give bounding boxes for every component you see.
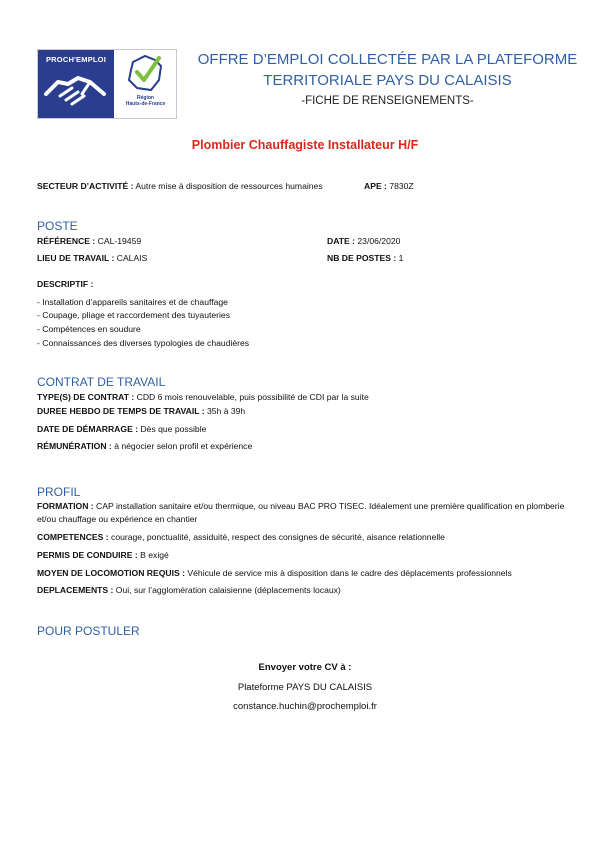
descriptif-item: - Connaissances des diverses typologies de chaudières	[37, 338, 250, 348]
deplacements-value: Oui, sur l’agglomération calaisienne (déplacements locaux)	[115, 585, 341, 595]
section-heading-postuler: POUR POSTULER	[37, 624, 140, 638]
competences-line	[37, 532, 445, 543]
section-heading-profil: PROFIL	[37, 485, 81, 499]
ape-label: APE :	[364, 181, 387, 191]
contract-type-value: CDD 6 mois renouvelable, puis possibilité de CDI par la suite	[136, 392, 369, 402]
reference-label: RÉFÉRENCE :	[37, 236, 96, 246]
duree-label: DUREE HEBDO DE TEMPS DE TRAVAIL :	[37, 406, 205, 416]
contact-email[interactable]: constance.huchin@prochemploi.fr	[233, 701, 377, 712]
formation-paragraph	[37, 500, 572, 526]
section-heading-poste: POSTE	[37, 219, 78, 233]
region-line2: Hauts-de-France	[125, 101, 166, 107]
region-label	[115, 95, 176, 107]
logo-brand-text: PROCH'EMPLOI	[45, 55, 107, 64]
region-line1: Région	[137, 95, 154, 101]
send-cv-label: Envoyer votre CV à :	[258, 662, 352, 673]
lieu-label: LIEU DE TRAVAIL :	[37, 253, 115, 263]
deplacements-line	[37, 585, 341, 596]
ape-value: 7830Z	[389, 181, 414, 191]
prochemploi-logo	[37, 49, 177, 119]
date-value: 23/06/2020	[357, 236, 401, 246]
section-heading-contrat: CONTRAT DE TRAVAIL	[37, 375, 166, 389]
locomotion-label: MOYEN DE LOCOMOTION REQUIS :	[37, 568, 186, 578]
header-line3: -FICHE DE RENSEIGNEMENTS-	[301, 95, 474, 107]
contract-type-line	[37, 392, 369, 403]
locomotion-line	[37, 568, 512, 579]
demarrage-line	[37, 424, 206, 435]
header-line2: TERRITORIALE PAYS DU CALAISIS	[263, 72, 512, 89]
lieu-value: CALAIS	[116, 253, 148, 263]
formation-value: CAP installation sanitaire et/ou thermique, ou niveau BAC PRO TISEC. Idéalement une première qualification en plomberie et/ou chauffage ou expérience en chantier	[37, 501, 565, 524]
descriptif-item: - Installation d’appareils sanitaires et de chauffage	[37, 297, 228, 307]
descriptif-item: - Compétences en soudure	[37, 324, 141, 334]
deplacements-label: DEPLACEMENTS :	[37, 585, 114, 595]
permis-label: PERMIS DE CONDUIRE :	[37, 550, 138, 560]
logo-brand-panel	[38, 50, 114, 118]
reference-line	[37, 236, 141, 247]
header-line1: OFFRE D’EMPLOI COLLECTÉE PAR LA PLATEFORME	[197, 51, 578, 68]
job-title: Plombier Chauffagiste Installateur H/F	[191, 138, 419, 152]
competences-value: courage, ponctualité, assiduité, respect des consignes de sécurité, aisance relationnelle	[111, 532, 445, 542]
locomotion-value: Véhicule de service mis à disposition dans le cadre des déplacements professionnels	[187, 568, 512, 578]
sector-value: Autre mise à disposition de ressources humaines	[135, 181, 323, 191]
postes-label: NB DE POSTES :	[327, 253, 397, 263]
contract-type-label: TYPE(S) DE CONTRAT :	[37, 392, 135, 402]
ape-line	[364, 181, 414, 192]
permis-line	[37, 550, 169, 561]
descriptif-label: DESCRIPTIF :	[37, 279, 94, 289]
permis-value: B exigé	[140, 550, 169, 560]
postes-value: 1	[398, 253, 404, 263]
logo-region-panel	[115, 50, 176, 118]
remuneration-label: RÉMUNÉRATION :	[37, 441, 112, 451]
duree-line	[37, 406, 245, 417]
demarrage-label: DATE DE DÉMARRAGE :	[37, 424, 139, 434]
formation-label: FORMATION :	[37, 501, 94, 511]
remuneration-line	[37, 441, 252, 452]
platform-name: Plateforme PAYS DU CALAISIS	[237, 682, 373, 693]
date-line	[327, 236, 400, 247]
sector-label: SECTEUR D’ACTIVITÉ :	[37, 181, 134, 191]
lieu-line	[37, 253, 147, 264]
competences-label: COMPETENCES :	[37, 532, 109, 542]
handshake-icon	[38, 50, 114, 118]
sector-line	[37, 181, 323, 192]
descriptif-item: - Coupage, pliage et raccordement des tuyauteries	[37, 310, 230, 320]
postes-line	[327, 253, 403, 264]
duree-value: 35h à 39h	[206, 406, 246, 416]
reference-value: CAL-19459	[97, 236, 142, 246]
demarrage-value: Dès que possible	[140, 424, 207, 434]
france-map-icon	[115, 50, 176, 96]
remuneration-value: à négocier selon profil et expérience	[114, 441, 253, 451]
date-label: DATE :	[327, 236, 356, 246]
